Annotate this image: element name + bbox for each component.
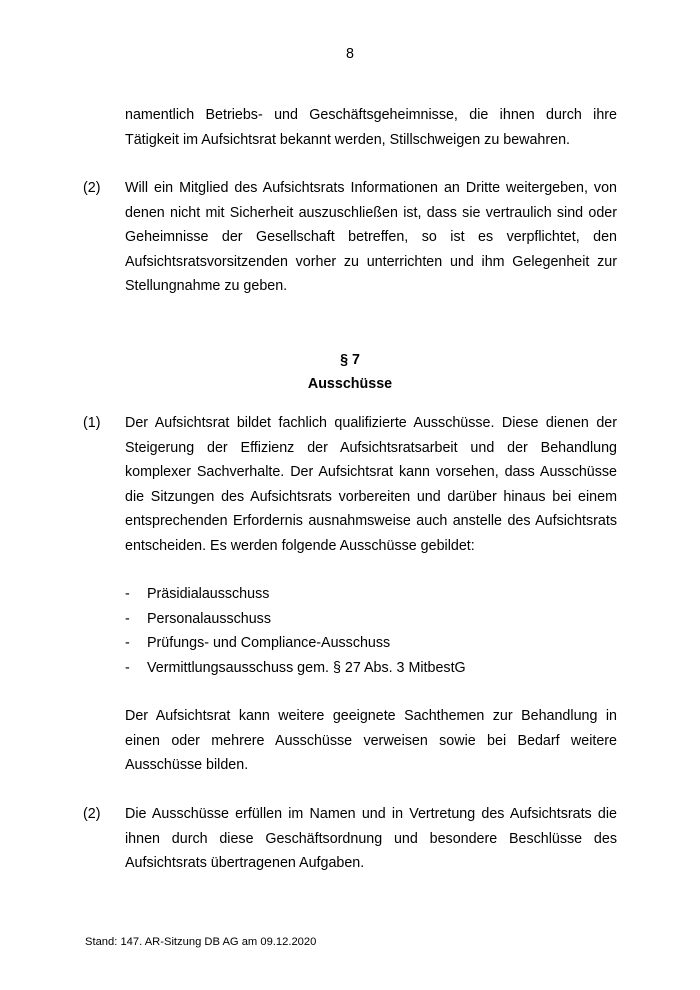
list-item — [125, 582, 617, 607]
continuation-text: namentlich Betriebs- und Geschäftsgeheimnisse, die ihnen durch ihre Tätigkeit im Aufsichtsrat bekannt werden, Stillschweigen zu bewahren. — [125, 107, 617, 148]
list-dash: - — [125, 586, 130, 602]
list-dash: - — [125, 635, 130, 651]
paragraph-text-1: Der Aufsichtsrat bildet fachlich qualifizierte Ausschüsse. Diese dienen der Steigerung der Effizienz der Aufsichtsratsarbeit und der Behandlung komplexer Sachverhalte. Der Aufsichtsrat kann vorsehen, dass Ausschüsse die Sitzungen des Aufsichtsrats vorbereiten und darüber hinaus bei einem entsprechenden Erfordernis ausnahmsweise auch anstelle des Aufsichtsrats entscheiden. Es werden folgende Ausschüsse gebildet: — [125, 415, 617, 554]
paragraph-text-prev-2: Will ein Mitglied des Aufsichtsrats Informationen an Dritte weitergeben, von denen nicht mit Sicherheit auszuschließen ist, dass sie vertraulich sind oder Geheimnisse der Gesellschaft betreffen, so ist es verpflichtet, den Aufsichtsratsvorsitzenden vorher zu unterrichten und ihm Gelegenheit zur Stellungnahme zu geben. — [125, 180, 617, 294]
footer-status: Stand: 147. AR-Sitzung DB AG am 09.12.2020 — [85, 936, 317, 948]
list-dash: - — [125, 659, 130, 676]
list-item — [125, 656, 617, 681]
committee-name: Prüfungs- und Compliance-Ausschuss — [147, 635, 391, 651]
committee-name: Personalausschuss — [147, 610, 271, 627]
paragraph-text-2: Die Ausschüsse erfüllen im Namen und in Vertretung des Aufsichtsrats die ihnen durch diese Geschäftsordnung und besondere Beschlüsse des Aufsichtsrats übertragenen Aufgaben. — [125, 806, 617, 871]
paragraph-number-1: (1) — [83, 415, 101, 431]
section-number: § 7 — [340, 352, 360, 368]
page-number: 8 — [346, 46, 354, 62]
committee-list — [125, 582, 617, 680]
paragraph-closing-text-1: Der Aufsichtsrat kann weitere geeignete Sachthemen zur Behandlung in einen oder mehrere Ausschüsse verweisen sowie bei Bedarf weitere Ausschüsse bilden. — [125, 708, 617, 773]
list-item — [125, 631, 617, 656]
paragraph-number-2: (2) — [83, 806, 101, 822]
list-item — [125, 607, 617, 632]
paragraph-number-prev-2: (2) — [83, 180, 101, 196]
committee-name: Vermittlungsausschuss gem. § 27 Abs. 3 MitbestG — [147, 659, 466, 676]
section-title: Ausschüsse — [307, 376, 393, 392]
list-dash: - — [125, 610, 130, 627]
committee-name: Präsidialausschuss — [147, 586, 270, 602]
